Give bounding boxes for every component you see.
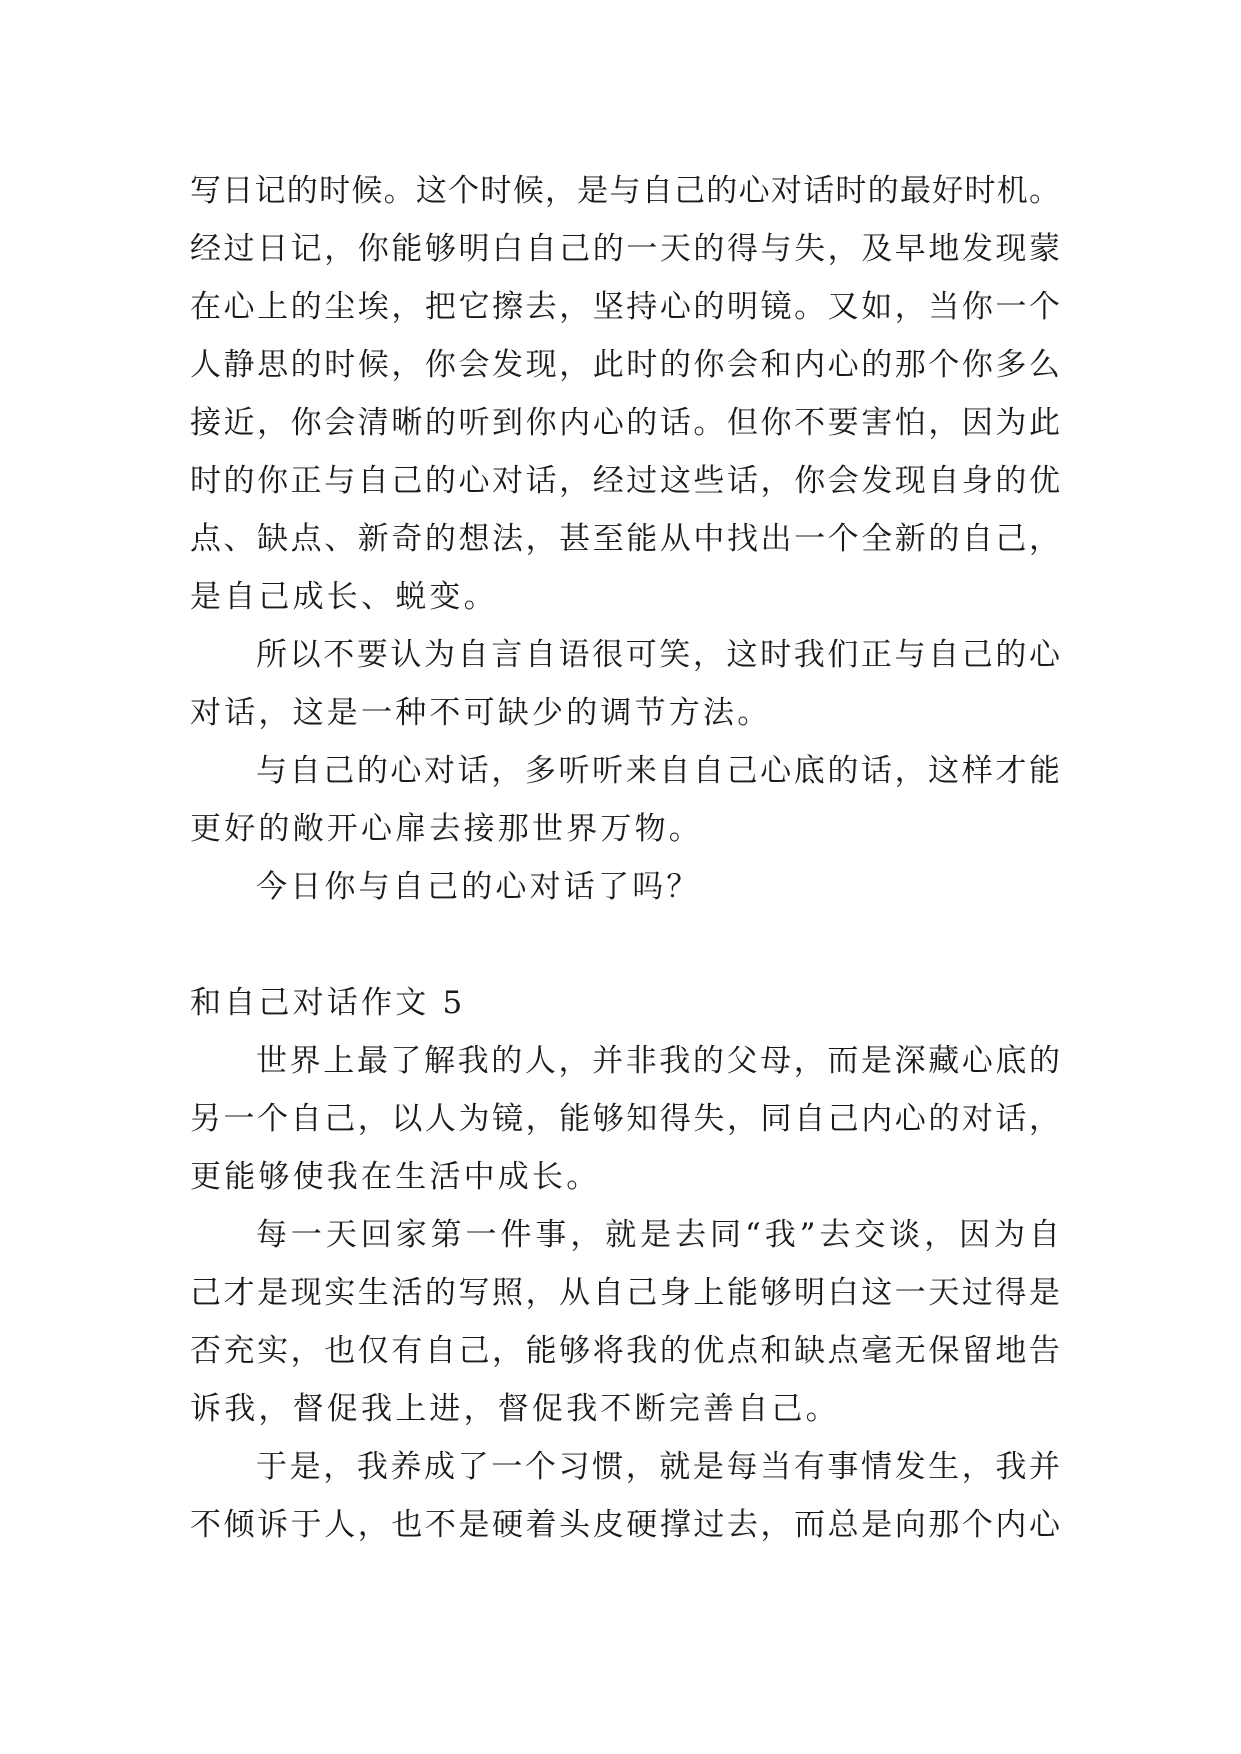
text-line: 不倾诉于人，也不是硬着头皮硬撑过去，而总是向那个内心: [190, 1507, 1060, 1543]
text-line: 于是，我养成了一个习惯，就是每当有事情发生，我并: [256, 1449, 1060, 1485]
paragraph: [190, 162, 1060, 626]
text-line: 接近，你会清晰的听到你内心的话。但你不要害怕，因为此: [190, 405, 1060, 441]
paragraph: [190, 1206, 1060, 1438]
paragraph: [190, 626, 1060, 742]
text-line: 经过日记，你能够明白自己的一天的得与失，及早地发现蒙: [190, 231, 1060, 267]
text-line: 点、缺点、新奇的想法，甚至能从中找出一个全新的自己，: [190, 521, 1060, 557]
section-title: 和自己对话作文 5: [190, 985, 466, 1021]
spacer: [190, 916, 1060, 974]
text-line: 每一天回家第一件事，就是去同“我”去交谈，因为自: [256, 1217, 1060, 1253]
text-line: 己才是现实生活的写照，从自己身上能够明白这一天过得是: [190, 1275, 1060, 1311]
text-line: 人静思的时候，你会发现，此时的你会和内心的那个你多么: [190, 347, 1060, 383]
text-line: 更能够使我在生活中成长。: [190, 1159, 601, 1195]
text-line: 写日记的时候。这个时候，是与自己的心对话时的最好时机。: [190, 173, 1060, 209]
text-line: 否充实，也仅有自己，能够将我的优点和缺点毫无保留地告: [190, 1333, 1060, 1369]
text-line: 今日你与自己的心对话了吗？: [256, 869, 701, 905]
text-line: 时的你正与自己的心对话，经过这些话，你会发现自身的优: [190, 463, 1060, 499]
paragraph: [190, 1438, 1060, 1554]
document-page: [190, 162, 1060, 1554]
text-line: 诉我，督促我上进，督促我不断完善自己。: [190, 1391, 840, 1427]
text-line: 是自己成长、蜕变。: [190, 579, 498, 615]
text-line: 所以不要认为自言自语很可笑，这时我们正与自己的心: [256, 637, 1060, 673]
text-line: 与自己的心对话，多听听来自自己心底的话，这样才能: [256, 753, 1060, 789]
text-line: 另一个自己，以人为镜，能够知得失，同自己内心的对话，: [190, 1101, 1060, 1137]
text-line: 对话，这是一种不可缺少的调节方法。: [190, 695, 772, 731]
paragraph: [190, 742, 1060, 858]
paragraph: [190, 1032, 1060, 1206]
text-line: 在心上的尘埃，把它擦去，坚持心的明镜。又如，当你一个: [190, 289, 1060, 325]
paragraph: [190, 858, 1060, 916]
text-line: 更好的敞开心扉去接那世界万物。: [190, 811, 703, 847]
text-line: 世界上最了解我的人，并非我的父母，而是深藏心底的: [256, 1043, 1060, 1079]
